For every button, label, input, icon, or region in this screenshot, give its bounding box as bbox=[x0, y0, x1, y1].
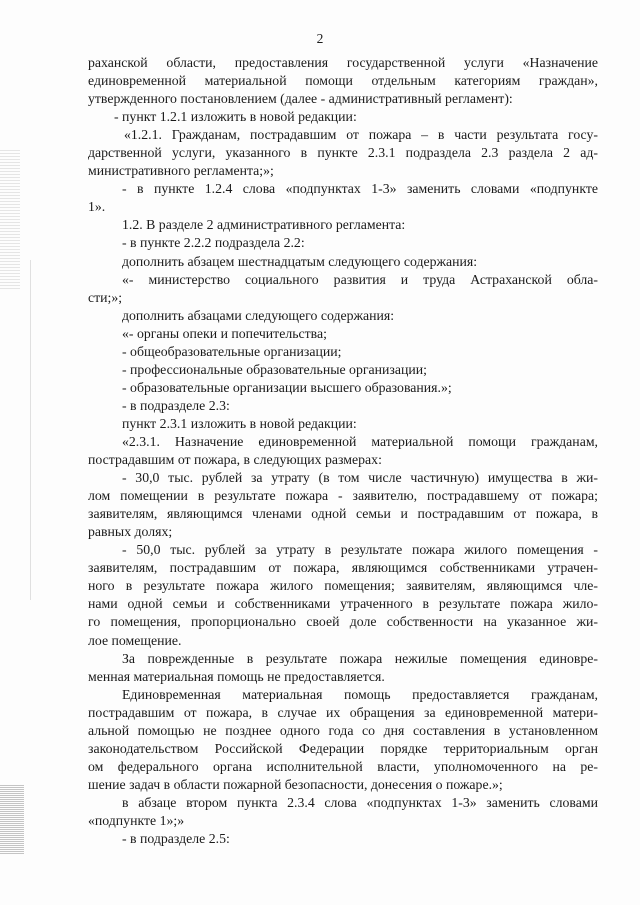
text-line: Единовременная материальная помощь предоставляется гражданам, bbox=[122, 686, 598, 702]
text-line: 1». bbox=[88, 199, 106, 215]
text-line: заявителям, пострадавшим от пожара, являющимся собственниками утрачен- bbox=[88, 560, 598, 576]
text-line: - образовательные организации высшего образования.»; bbox=[122, 379, 452, 395]
text-line: «2.3.1. Назначение единовременной материальной помощи гражданам, bbox=[122, 433, 598, 449]
text-line: дополнить абзацем шестнадцатым следующего содержания: bbox=[122, 253, 478, 269]
text-line: - 50,0 тыс. рублей за утрату в результате пожара жилого помещения - bbox=[122, 542, 598, 558]
text-line: законодательством Российской Федерации порядке территориальным орган bbox=[88, 740, 598, 756]
text-line: - в подразделе 2.3: bbox=[122, 397, 230, 413]
text-line: го помещения, пропорционально своей доле собственности на указанное жи- bbox=[88, 614, 598, 630]
text-line: менная материальная помощь не предоставляется. bbox=[88, 668, 385, 684]
document-body bbox=[88, 54, 598, 848]
text-line: - в пункте 1.2.4 слова «подпунктах 1-3» заменить словами «подпункте bbox=[122, 181, 598, 197]
scan-artifact bbox=[0, 150, 20, 290]
text-line: лое помещение. bbox=[88, 632, 182, 648]
text-line: пункт 2.3.1 изложить в новой редакции: bbox=[122, 415, 357, 431]
text-line: пострадавшим от пожара, в следующих размерах: bbox=[88, 452, 382, 468]
text-line: альной помощью не позднее одного года со дня составления в установленном bbox=[88, 722, 598, 738]
text-line: За поврежденные в результате пожара нежилые помещения единовре- bbox=[122, 650, 598, 666]
text-line: - профессиональные образовательные организации; bbox=[122, 361, 427, 377]
text-line: раханской области, предоставления государственной услуги «Назначение bbox=[88, 55, 598, 70]
text-line: «1.2.1. Гражданам, пострадавшим от пожара – в части результата госу- bbox=[124, 127, 598, 143]
text-line: министративного регламента;»; bbox=[88, 163, 274, 179]
page-number: 2 bbox=[316, 31, 324, 46]
text-line: - общеобразовательные организации; bbox=[122, 343, 342, 359]
text-line: дарственной услуги, указанного в пункте 2.3.1 подраздела 2.3 раздела 2 ад- bbox=[88, 145, 598, 161]
scan-artifact-line bbox=[30, 260, 31, 600]
text-line: утвержденного постановлением (далее - административный регламент): bbox=[88, 91, 513, 107]
text-line: 1.2. В разделе 2 административного регламента: bbox=[122, 217, 406, 233]
text-line: - 30,0 тыс. рублей за утрату (в том числе частичную) имущества в жи- bbox=[122, 470, 598, 486]
text-line: равных долях; bbox=[88, 524, 173, 540]
text-line: ом федерального органа исполнительной власти, уполномоченного на ре- bbox=[88, 758, 598, 774]
text-line: в абзаце втором пункта 2.3.4 слова «подпунктах 1-3» заменить словами bbox=[122, 794, 598, 810]
text-line: дополнить абзацами следующего содержания: bbox=[122, 307, 395, 323]
text-line: - пункт 1.2.1 изложить в новой редакции: bbox=[114, 109, 357, 125]
text-line: «- органы опеки и попечительства; bbox=[122, 325, 327, 341]
scan-artifact bbox=[0, 785, 24, 855]
text-line: шение задач в области пожарной безопасности, донесения о пожаре.»; bbox=[88, 776, 503, 792]
text-line: - в подразделе 2.5: bbox=[122, 831, 230, 847]
text-line: нами одной семьи и собственниками утраченного в результате пожара жило- bbox=[88, 596, 598, 612]
text-line: лом помещении в результате пожара - заявителю, пострадавшему от пожара; bbox=[88, 488, 598, 504]
text-line: «- министерство социального развития и труда Астраханской обла- bbox=[122, 271, 598, 287]
text-line: «подпункте 1»;» bbox=[88, 812, 185, 828]
text-line: - в пункте 2.2.2 подраздела 2.2: bbox=[122, 235, 305, 251]
text-line: единовременной материальной помощи отдельным категориям граждан», bbox=[88, 73, 598, 89]
text-line: ного в результате пожара жилого помещения; заявителям, являющимся чле- bbox=[88, 578, 598, 594]
text-line: сти;»; bbox=[88, 289, 123, 305]
text-line: заявителям, являющимся членами одной семьи и пострадавшим от пожара, в bbox=[88, 506, 598, 522]
text-line: пострадавшим от пожара, в случае их обращения за единовременной матери- bbox=[88, 704, 598, 720]
